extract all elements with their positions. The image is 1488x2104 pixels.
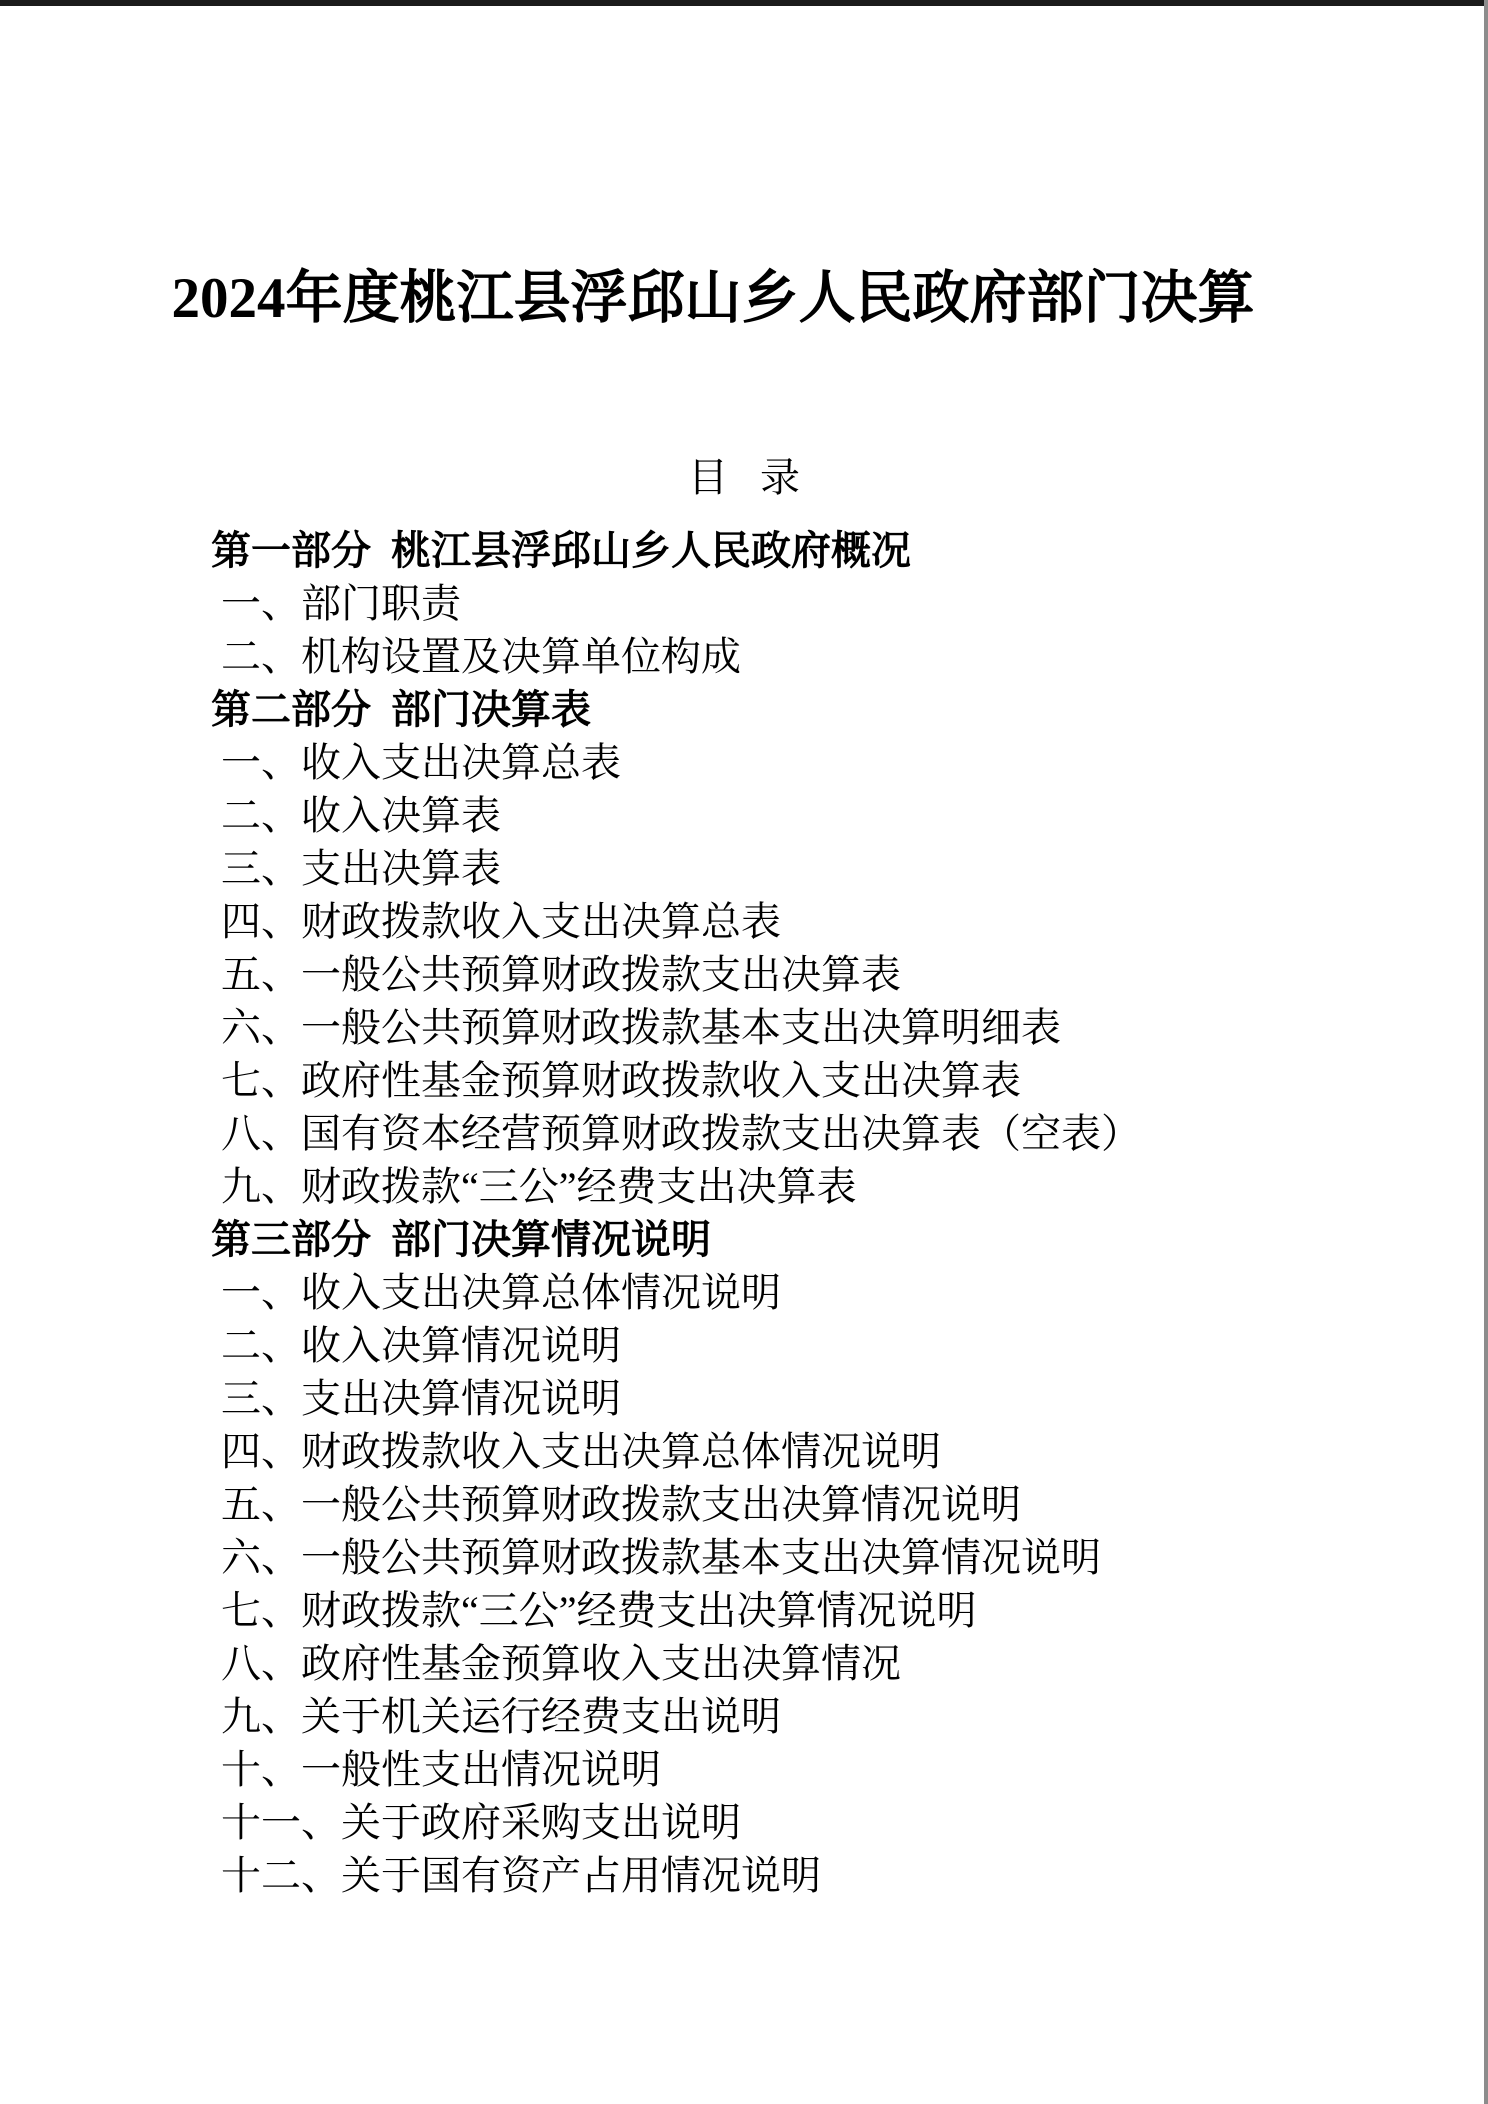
toc-item: 四、财政拨款收入支出决算总表: [221, 899, 781, 944]
toc-item: 十二、关于国有资产占用情况说明: [221, 1853, 821, 1898]
toc-item: 一、收入支出决算总表: [221, 740, 621, 785]
toc-item: 六、一般公共预算财政拨款基本支出决算明细表: [221, 1005, 1061, 1050]
toc-item: 三、支出决算情况说明: [221, 1376, 621, 1421]
toc-item: 九、财政拨款“三公”经费支出决算表: [221, 1164, 857, 1209]
toc-part-header: 第二部分 部门决算表: [211, 687, 591, 732]
toc-item: 一、部门职责: [221, 581, 461, 626]
toc-item: 八、政府性基金预算收入支出决算情况: [221, 1641, 901, 1686]
toc-item: 二、收入决算情况说明: [221, 1323, 621, 1368]
toc-item: 二、机构设置及决算单位构成: [221, 634, 741, 679]
top-edge-strip: [0, 0, 1488, 6]
toc-item: 六、一般公共预算财政拨款基本支出决算情况说明: [221, 1535, 1101, 1580]
toc-item: 十一、关于政府采购支出说明: [221, 1800, 741, 1845]
toc-item: 九、关于机关运行经费支出说明: [221, 1694, 781, 1739]
toc-part-header: 第三部分 部门决算情况说明: [211, 1217, 711, 1262]
toc-item: 四、财政拨款收入支出决算总体情况说明: [221, 1429, 941, 1474]
toc-item: 五、一般公共预算财政拨款支出决算情况说明: [221, 1482, 1021, 1527]
toc-item: 七、政府性基金预算财政拨款收入支出决算表: [221, 1058, 1021, 1103]
toc-list: [211, 524, 1428, 1902]
toc-item: 一、收入支出决算总体情况说明: [221, 1270, 781, 1315]
toc-item: 七、财政拨款“三公”经费支出决算情况说明: [221, 1588, 977, 1633]
right-edge-border: [1484, 0, 1488, 2104]
toc-item: 十、一般性支出情况说明: [221, 1747, 661, 1792]
toc-item: 二、收入决算表: [221, 793, 501, 838]
toc-part-header: 第一部分 桃江县浮邱山乡人民政府概况: [211, 528, 911, 573]
toc-item: 八、国有资本经营预算财政拨款支出决算表（空表）: [221, 1111, 1141, 1156]
toc-item: 三、支出决算表: [221, 846, 501, 891]
toc-item: 五、一般公共预算财政拨款支出决算表: [221, 952, 901, 997]
document-title: 2024年度桃江县浮邱山乡人民政府部门决算: [171, 267, 1255, 330]
toc-heading: 目 录: [688, 455, 800, 500]
